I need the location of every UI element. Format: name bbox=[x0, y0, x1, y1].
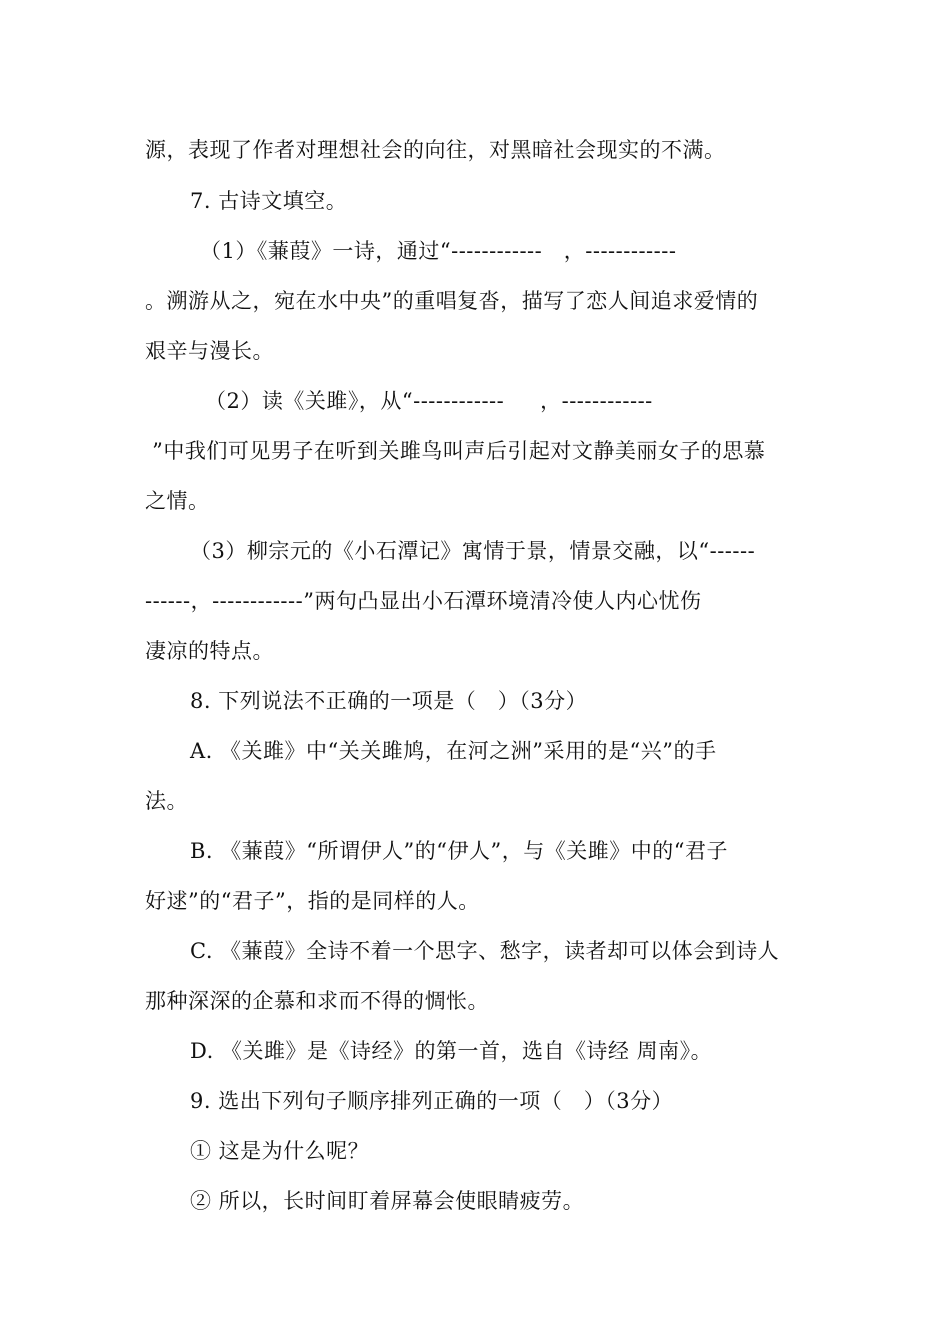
text-line-18: 那种深深的企慕和求而不得的惆怅。 bbox=[145, 989, 489, 1013]
text-line-5: 艰辛与漫长。 bbox=[145, 339, 274, 363]
text-line-1: 源，表现了作者对理想社会的向往，对黑暗社会现实的不满。 bbox=[145, 138, 726, 162]
question-7-part-1: （1）《蒹葭》一诗，通过“------------ ，------------ bbox=[200, 239, 677, 263]
option-8a: A. 《关雎》中“关关雎鸠，在河之洲”采用的是“兴”的手 bbox=[190, 739, 717, 763]
question-7-part-3: （3）柳宗元的《小石潭记》寓情于景，情景交融，以“------ bbox=[190, 539, 756, 563]
text-line-11: 凄凉的特点。 bbox=[145, 639, 274, 663]
text-line-14: 法。 bbox=[145, 789, 188, 813]
option-8d: D. 《关雎》是《诗经》的第一首，选自《诗经 周南》。 bbox=[190, 1039, 713, 1063]
sentence-1: ① 这是为什么呢？ bbox=[190, 1139, 370, 1163]
question-8-title: 8. 下列说法不正确的一项是（ ）（3分） bbox=[190, 689, 588, 713]
text-line-7: ”中我们可见男子在听到关雎鸟叫声后引起对文静美丽女子的思慕 bbox=[145, 439, 766, 463]
text-line-16: 好逑”的“君子”，指的是同样的人。 bbox=[145, 889, 480, 913]
sentence-2: ② 所以，长时间盯着屏幕会使眼睛疲劳。 bbox=[190, 1189, 585, 1213]
question-9-title: 9. 选出下列句子顺序排列正确的一项（ ）（3分） bbox=[190, 1089, 674, 1113]
option-8c: C. 《蒹葭》全诗不着一个思字、愁字，读者却可以体会到诗人 bbox=[190, 939, 780, 963]
text-line-4: 。溯游从之，宛在水中央”的重唱复沓，描写了恋人间追求爱情的 bbox=[145, 289, 759, 313]
text-line-10: ------，------------”两句凸显出小石潭环境清冷使人内心忧伤 bbox=[145, 589, 702, 613]
text-line-8: 之情。 bbox=[145, 489, 210, 513]
question-7-part-2: （2）读《关雎》，从“------------ ，------------ bbox=[205, 389, 653, 413]
option-8b: B. 《蒹葭》“所谓伊人”的“伊人”，与《关雎》中的“君子 bbox=[190, 839, 728, 863]
question-7-title: 7. 古诗文填空。 bbox=[190, 189, 348, 213]
